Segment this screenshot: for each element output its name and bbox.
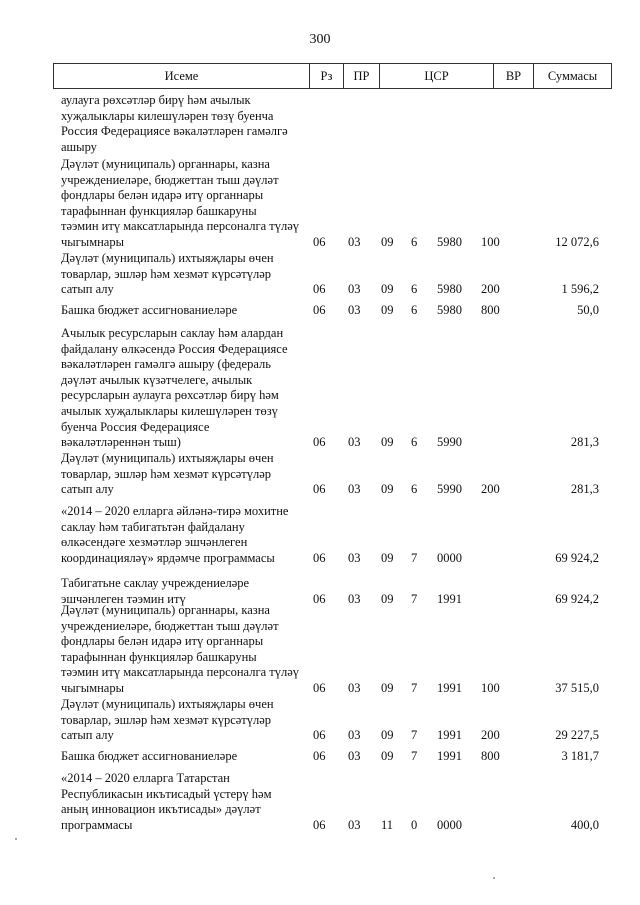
row-name-line: товарлар, эшләр һәм хезмәт күрсәтүләр: [61, 466, 272, 481]
row-csr-1: 09: [381, 591, 394, 606]
scan-speck: [15, 838, 17, 840]
row-rz: 06: [313, 303, 326, 317]
row-csr-3: 1991: [437, 591, 462, 606]
row-sum: 29 227,5: [555, 728, 599, 743]
row-name: [61, 603, 300, 697]
row-csr-1: 09: [381, 303, 394, 317]
row-rz: 06: [313, 550, 326, 565]
row-csr-2: 7: [411, 728, 418, 743]
row-csr-1: 09: [381, 435, 394, 450]
row-name-line: чыгымнары: [61, 680, 125, 695]
row-csr-2: 6: [411, 282, 418, 297]
row-name-line: Ачылык ресурсларын саклау һәм алардан: [61, 326, 284, 340]
row-sum: 69 924,2: [555, 591, 599, 606]
row-pr: 03: [348, 482, 361, 497]
row-name-line: Дәүләт (муниципаль) органнары, казна: [61, 157, 270, 171]
column-header-sum: Суммасы: [547, 69, 598, 83]
row-name-line: товарлар, эшләр һәм хезмәт күрсәтүләр: [61, 712, 272, 727]
row-pr: 03: [348, 303, 361, 317]
row-csr-3: 1991: [437, 728, 462, 743]
row-name-line: буенча Россия Федерациясе: [61, 419, 210, 434]
row-name: [61, 451, 300, 498]
row-pr: 03: [348, 435, 361, 450]
row-name-line: учреждениеләре, бюджеттан тыш дәүләт: [61, 618, 279, 633]
row-name-line: Башка бюджет ассигнованиеләре: [61, 303, 238, 317]
row-name: [61, 303, 300, 319]
row-name-line: дәүләт ачылык күзәтчелеге, ачылык: [61, 372, 253, 387]
row-name: [61, 771, 300, 833]
column-header-pr: ПР: [344, 64, 380, 88]
row-csr-2: 7: [411, 591, 418, 606]
row-csr-3: 0000: [437, 550, 462, 565]
row-rz: 06: [313, 728, 326, 743]
row-pr: 03: [348, 591, 361, 606]
row-vr: 100: [481, 235, 500, 249]
row-sum: 12 072,6: [555, 235, 599, 249]
page-number: 300: [309, 32, 331, 47]
row-name: [61, 749, 300, 765]
row-rz: 06: [313, 591, 326, 606]
column-header-rz: Рз: [310, 64, 344, 88]
column-header-name: Исеме: [54, 64, 310, 88]
row-name-line: аулауга рөхсәтләр бирү һәм ачылык: [61, 93, 251, 107]
row-pr: 03: [348, 681, 361, 695]
row-name: [61, 504, 300, 566]
row-csr-2: 0: [411, 817, 418, 832]
row-csr-3: 5990: [437, 482, 462, 497]
row-csr-2: 7: [411, 550, 418, 565]
row-rz: 06: [313, 435, 326, 450]
row-csr-1: 09: [381, 681, 394, 695]
row-name-line: өлкәсендәге хезмәтләр эшчәнлеген: [61, 535, 248, 550]
row-name-line: Дәүләт (муниципаль) ихтыяҗлары өчен: [61, 697, 274, 711]
row-name-line: файдалану өлкәсендә Россия Федерациясе: [61, 341, 288, 356]
row-name-line: Табигатьне саклау учреждениеләре: [61, 576, 250, 590]
row-name-line: сатып алу: [61, 282, 114, 297]
row-rz: 06: [313, 235, 326, 249]
row-sum: 3 181,7: [561, 749, 599, 763]
row-csr-2: 7: [411, 749, 418, 763]
row-name-line: тәэмин итү максатларында персоналга түләү: [61, 665, 299, 680]
row-csr-1: 09: [381, 282, 394, 297]
row-sum: 37 515,0: [555, 681, 599, 695]
row-name-line: тәэмин итү максатларында персоналга түләү: [61, 219, 299, 234]
row-name-line: сатып алу: [61, 728, 114, 743]
row-pr: 03: [348, 235, 361, 249]
row-name-line: ашыру: [61, 139, 97, 154]
row-name-line: «2014 – 2020 елларга Татарстан: [61, 771, 230, 785]
row-name: [61, 326, 300, 451]
row-csr-3: 5980: [437, 303, 462, 317]
row-csr-2: 6: [411, 435, 418, 450]
row-sum: 400,0: [570, 817, 599, 832]
row-vr: 200: [481, 282, 500, 297]
row-name: [61, 157, 300, 251]
row-name-line: тарафыннан функцияләр башкаруны: [61, 649, 257, 664]
row-name-line: вәкаләтләреннән тыш): [61, 435, 181, 450]
row-name-line: Дәүләт (муниципаль) органнары, казна: [61, 603, 270, 617]
row-vr: 800: [481, 749, 500, 763]
column-header-csr: ЦСР: [380, 64, 494, 88]
row-name-line: ресурсларын аулауга рөхсәтләр бирү һәм: [61, 388, 279, 403]
row-name-line: Россия Федерациясе вәкаләтләрен гамәлгә: [61, 124, 288, 139]
row-csr-3: 5990: [437, 435, 462, 450]
row-csr-2: 6: [411, 235, 418, 249]
scan-speck: [493, 877, 495, 879]
row-name-line: «2014 – 2020 елларга әйләнә-тирә мохитне: [61, 504, 289, 518]
column-header-vr: ВР: [494, 64, 534, 88]
row-vr: 800: [481, 303, 500, 317]
row-name-line: учреждениеләре, бюджеттан тыш дәүләт: [61, 172, 279, 187]
row-csr-2: 6: [411, 482, 418, 497]
row-pr: 03: [348, 282, 361, 297]
row-name-line: координацияләү» ярдәмче программасы: [61, 550, 275, 565]
row-name-line: тарафыннан функцияләр башкаруны: [61, 203, 257, 218]
row-pr: 03: [348, 817, 361, 832]
row-sum: 69 924,2: [555, 550, 599, 565]
row-sum: 281,3: [570, 435, 599, 450]
row-sum: 1 596,2: [561, 282, 599, 297]
row-csr-1: 09: [381, 728, 394, 743]
row-name-line: ачылык хуҗалыклары килешүләрен төзү: [61, 403, 278, 418]
row-rz: 06: [313, 681, 326, 695]
row-name-line: хуҗалыклары килешүләрен төзү буенча: [61, 108, 274, 123]
row-sum: 50,0: [577, 303, 599, 317]
row-vr: 200: [481, 728, 500, 743]
row-rz: 06: [313, 749, 326, 763]
row-name-line: Дәүләт (муниципаль) ихтыяҗлары өчен: [61, 451, 274, 465]
row-name-line: чыгымнары: [61, 234, 125, 249]
row-name: [61, 697, 300, 744]
row-pr: 03: [348, 728, 361, 743]
row-csr-3: 1991: [437, 749, 462, 763]
table-header: [53, 63, 612, 89]
row-csr-2: 7: [411, 681, 418, 695]
row-csr-3: 5980: [437, 235, 462, 249]
row-name: [61, 93, 300, 155]
row-pr: 03: [348, 550, 361, 565]
row-csr-1: 11: [381, 817, 394, 832]
row-name-line: эшчәнлеген тәэмин итү: [61, 591, 186, 606]
row-csr-1: 09: [381, 482, 394, 497]
row-vr: 200: [481, 482, 500, 497]
row-vr: 100: [481, 681, 500, 695]
row-name-line: товарлар, эшләр һәм хезмәт күрсәтүләр: [61, 266, 272, 281]
row-csr-3: 1991: [437, 681, 462, 695]
row-csr-1: 09: [381, 749, 394, 763]
row-name-line: аның инновацион икътисады» дәүләт: [61, 802, 261, 817]
row-name: [61, 251, 300, 298]
row-csr-3: 5980: [437, 282, 462, 297]
row-name-line: Республикасын икътисадый үстерү һәм: [61, 786, 272, 801]
row-name-line: фондлары белән идарә итү органнары: [61, 188, 264, 203]
row-sum: 281,3: [570, 482, 599, 497]
row-csr-1: 09: [381, 550, 394, 565]
row-name-line: саклау һәм табигатьтән файдалану: [61, 519, 245, 534]
row-name-line: фондлары белән идарә итү органнары: [61, 634, 264, 649]
row-name-line: сатып алу: [61, 482, 114, 497]
row-name-line: вәкаләтләрен гамәлгә ашыру (федераль: [61, 357, 271, 372]
row-pr: 03: [348, 749, 361, 763]
row-rz: 06: [313, 282, 326, 297]
row-csr-2: 6: [411, 303, 418, 317]
row-rz: 06: [313, 482, 326, 497]
row-csr-3: 0000: [437, 817, 462, 832]
row-rz: 06: [313, 817, 326, 832]
row-name-line: Дәүләт (муниципаль) ихтыяҗлары өчен: [61, 251, 274, 265]
row-csr-1: 09: [381, 235, 394, 249]
row-name-line: Башка бюджет ассигнованиеләре: [61, 749, 238, 763]
row-name-line: программасы: [61, 817, 133, 832]
